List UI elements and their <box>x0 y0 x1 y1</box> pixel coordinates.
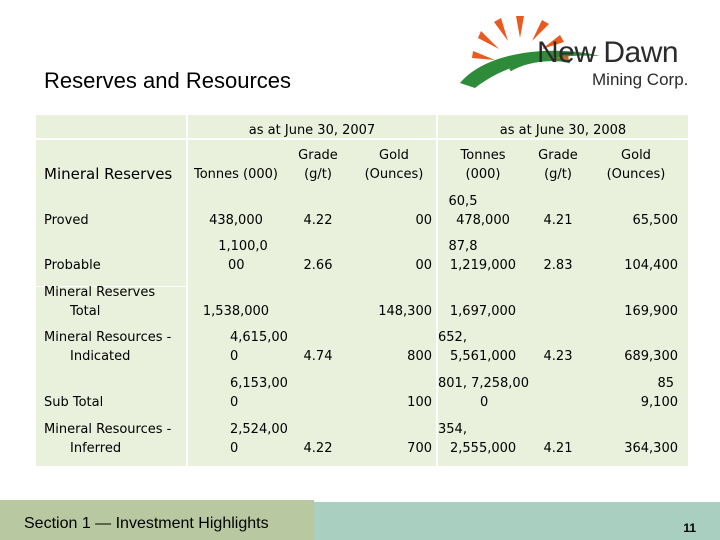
logo-subname: Mining Corp. <box>592 70 689 89</box>
page-title: Reserves and Resources <box>44 68 292 93</box>
col-header-gold-2007: Gold (Ounces) <box>364 148 424 182</box>
cell-grade-2007: 4.22 <box>303 441 333 456</box>
cell-tonnes-2007: 4,615,00 0 <box>230 330 288 364</box>
cell-grade-2008: 4.23 <box>543 349 573 364</box>
cell-grade-2007: 2.66 <box>303 258 333 273</box>
cell-gold-2007: 700 <box>407 441 432 456</box>
col-header-tonnes-2007: Tonnes (000) <box>193 167 279 182</box>
col-header-tonnes-2008: Tonnes (000) <box>460 148 506 182</box>
group-header-2008: as at June 30, 2008 <box>499 123 627 138</box>
row-label: Proved <box>44 213 89 228</box>
group-header-2007: as at June 30, 2007 <box>248 123 376 138</box>
cell-gold-2007: 00 <box>415 213 432 228</box>
cell-gold-2008: 65,500 <box>632 213 678 228</box>
logo-name: New Dawn <box>537 36 679 69</box>
col-header-grade-2007: Grade (g/t) <box>298 148 338 182</box>
cell-grade-2008: 4.21 <box>543 441 573 456</box>
cell-gold-2008: 169,900 <box>624 304 678 319</box>
row-label: Mineral Resources - Indicated <box>44 330 172 364</box>
cell-tonnes-2008: 354, 2,555,000 <box>438 422 517 456</box>
cell-grade-2008: 2.83 <box>543 258 573 273</box>
cell-tonnes-2008: 801, 7,258,00 0 <box>438 376 529 410</box>
col-header-grade-2008: Grade (g/t) <box>538 148 578 182</box>
row-label: Probable <box>44 258 101 273</box>
row-label: Mineral Resources - Inferred <box>44 422 172 456</box>
cell-tonnes-2008: 60,5 478,000 <box>448 194 510 228</box>
cell-tonnes-2008: 87,8 1,219,000 <box>448 239 517 273</box>
cell-tonnes-2007: 6,153,00 0 <box>230 376 288 410</box>
footer-section-label: Section 1 — Investment Highlights <box>24 515 269 532</box>
cell-gold-2007: 800 <box>407 349 432 364</box>
cell-gold-2007: 100 <box>407 395 432 410</box>
row-label: Mineral Reserves Total <box>44 285 156 319</box>
cell-gold-2008: 85 9,100 <box>640 376 678 410</box>
row-label: Sub Total <box>44 395 104 410</box>
cell-tonnes-2007: 1,538,000 <box>202 304 270 319</box>
page-number: 11 <box>683 521 696 535</box>
cell-gold-2008: 364,300 <box>624 441 678 456</box>
cell-tonnes-2008: 652, 5,561,000 <box>438 330 517 364</box>
cell-gold-2007: 148,300 <box>378 304 432 319</box>
cell-tonnes-2007: 1,100,0 00 <box>218 239 268 273</box>
cell-grade-2007: 4.74 <box>303 349 333 364</box>
col-header-gold-2008: Gold (Ounces) <box>606 148 666 182</box>
cell-tonnes-2008: 1,697,000 <box>449 304 517 319</box>
cell-gold-2007: 00 <box>415 258 432 273</box>
cell-tonnes-2007: 438,000 <box>209 213 263 228</box>
cell-gold-2008: 104,400 <box>624 258 678 273</box>
cell-tonnes-2007: 2,524,00 0 <box>230 422 288 456</box>
cell-gold-2008: 689,300 <box>624 349 678 364</box>
col-header-label: Mineral Reserves <box>44 165 173 183</box>
cell-grade-2008: 4.21 <box>543 213 573 228</box>
cell-grade-2007: 4.22 <box>303 213 333 228</box>
